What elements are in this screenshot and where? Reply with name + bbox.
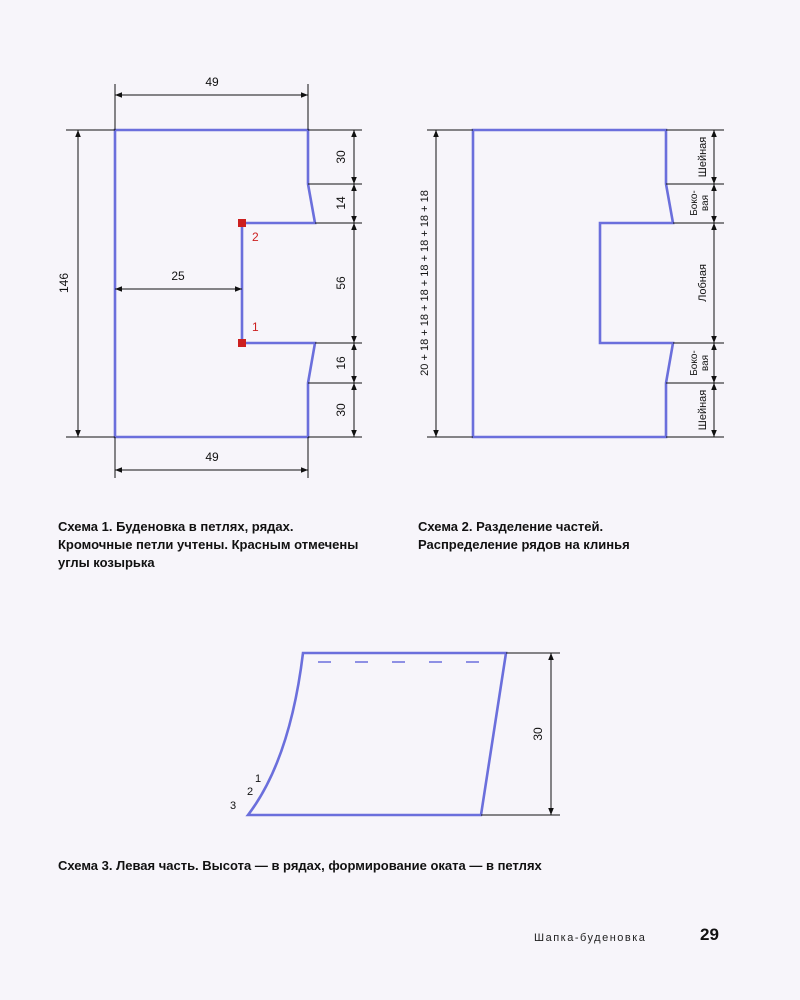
part-label-side-bottom-line2: вая [700, 354, 711, 372]
part-label-side-top-line1: Боко- [689, 190, 700, 216]
dim-label-bottom-width: 49 [205, 450, 219, 464]
shaping-step-1: 1 [255, 773, 262, 785]
scheme3-caption-line: Схема 3. Левая часть. Высота — в рядах, формирование оката — в петлях [58, 858, 542, 873]
part-label-side-bottom-line1: Боко- [689, 350, 700, 376]
dim-label-top-width: 49 [205, 75, 219, 89]
scheme1-caption-line: Схема 1. Буденовка в петлях, рядах. [58, 519, 294, 534]
dim-label-right-top: 30 [334, 150, 348, 164]
scheme2-outline [473, 130, 673, 437]
visor-corner-label-upper: 2 [252, 230, 259, 244]
page-number: 29 [700, 925, 719, 944]
visor-corner-marker-upper [238, 219, 246, 227]
scheme1-caption [58, 518, 398, 572]
scheme1-outline [115, 130, 315, 437]
part-label-neck-bottom: Шейная [697, 389, 709, 431]
visor-corner-label-lower: 1 [252, 320, 259, 334]
scheme3-outline [248, 653, 506, 815]
scheme1-caption-line: углы козырька [58, 555, 155, 570]
part-label-front: Лобная [697, 264, 709, 302]
scheme3-diagram [230, 653, 560, 815]
dim-label-inner-width: 25 [171, 269, 185, 283]
dim-label-left-part-height: 30 [531, 727, 545, 741]
scheme1-caption-line: Кромочные петли учтены. Красным отмечены [58, 537, 359, 552]
shaping-step-2: 2 [247, 786, 254, 798]
dim-label-right-middle: 56 [334, 276, 348, 290]
scheme2-caption-line: Распределение рядов на клинья [418, 537, 630, 552]
rows-formula-label: 20 + 18 + 18 + 18 + 18 + 18 + 18 + 18 [419, 190, 431, 376]
part-label-side-top-line2: вая [700, 194, 711, 212]
dim-label-right-side-lower: 16 [334, 356, 348, 370]
footer-book-title: Шапка-буденовка [534, 932, 647, 944]
scheme2-diagram [419, 130, 724, 437]
dim-label-right-bottom: 30 [334, 403, 348, 417]
visor-corner-marker-lower [238, 339, 246, 347]
scheme3-caption [58, 857, 758, 875]
scheme2-caption [418, 518, 758, 554]
dim-label-right-side-upper: 14 [334, 196, 348, 210]
scheme2-caption-line: Схема 2. Разделение частей. [418, 519, 604, 534]
shaping-step-3: 3 [230, 800, 237, 812]
scheme1-diagram [57, 75, 362, 478]
part-label-neck-top: Шейная [697, 136, 709, 178]
dim-label-total-height: 146 [57, 272, 71, 294]
